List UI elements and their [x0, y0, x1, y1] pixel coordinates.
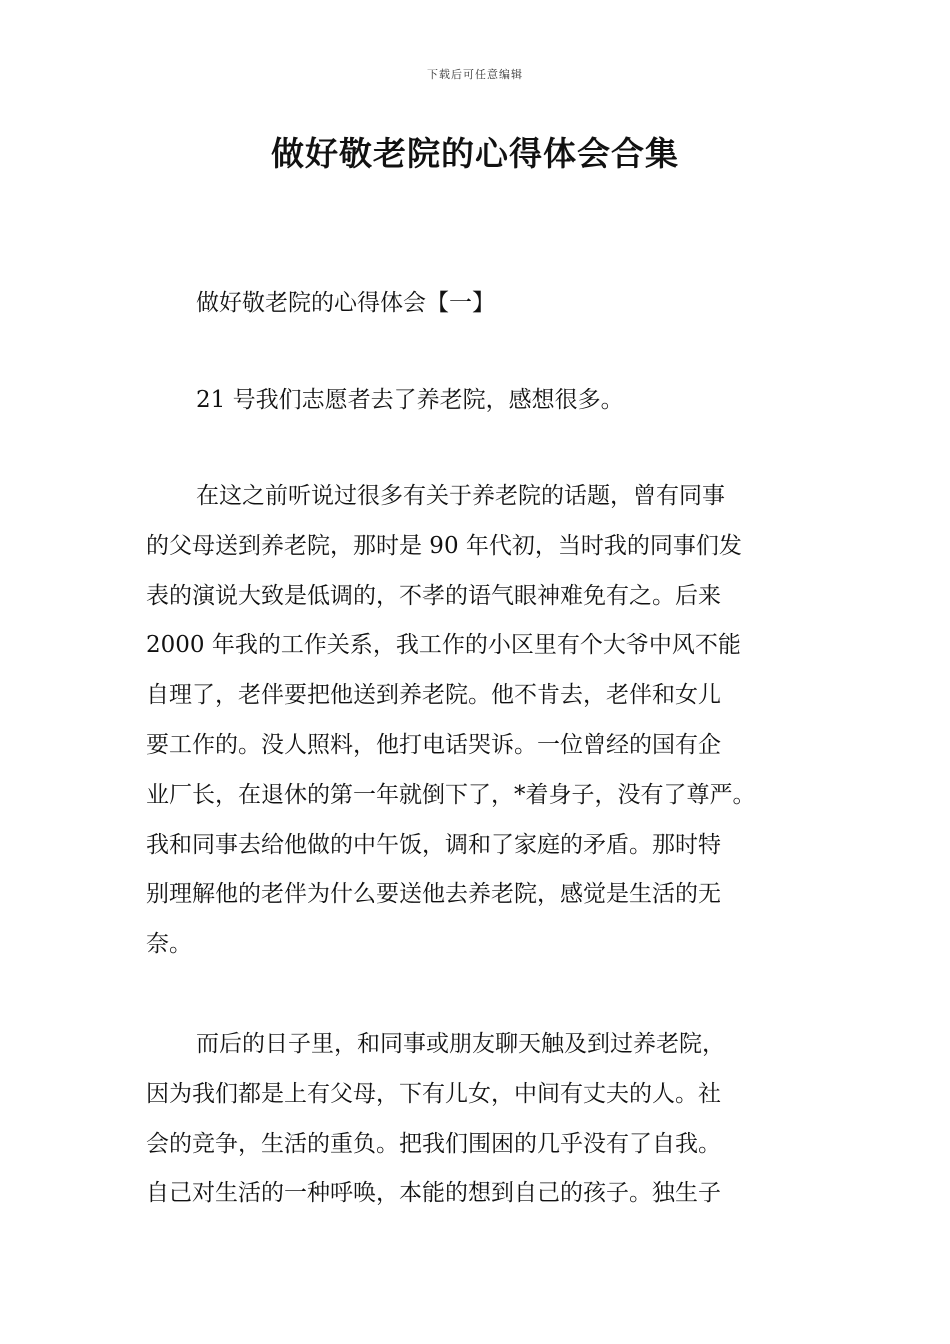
text-line: 2000 年我的工作关系，我工作的小区里有个大爷中风不能	[146, 632, 741, 659]
paragraph-3	[146, 1020, 826, 1219]
text-line: 会的竞争，生活的重负。把我们围困的几乎没有了自我。	[146, 1130, 721, 1157]
text-line: 业厂长，在退休的第一年就倒下了，*着身子，没有了尊严。	[146, 781, 756, 808]
text-line: 的父母送到养老院，那时是 90 年代初，当时我的同事们发	[146, 532, 742, 559]
paragraph-2	[146, 472, 826, 970]
text-line: 而后的日子里，和同事或朋友聊天触及到过养老院，	[196, 1031, 725, 1057]
text-line: 在这之前听说过很多有关于养老院的话题，曾有同事	[196, 483, 725, 509]
text-line: 奈。	[146, 931, 192, 958]
header-note: 下载后可任意编辑	[427, 68, 523, 81]
paragraph-1	[146, 376, 826, 426]
text-line: 要工作的。没人照料，他打电话哭诉。一位曾经的国有企	[146, 731, 721, 758]
text-line: 21 号我们志愿者去了养老院，感想很多。	[196, 387, 624, 413]
text-line: 自理了，老伴要把他送到养老院。他不肯去，老伴和女儿	[146, 682, 721, 709]
text-line: 因为我们都是上有父母，下有儿女，中间有丈夫的人。社	[146, 1080, 721, 1107]
text-line: 别理解他的老伴为什么要送他去养老院，感觉是生活的无	[146, 881, 721, 908]
document-title: 做好敬老院的心得体会合集	[271, 134, 679, 173]
text-line: 自己对生活的一种呼唤，本能的想到自己的孩子。独生子	[146, 1180, 721, 1207]
text-line: 我和同事去给他做的中午饭，调和了家庭的矛盾。那时特	[146, 831, 721, 858]
text-line: 表的演说大致是低调的，不孝的语气眼神难免有之。后来	[146, 582, 721, 609]
section-heading: 做好敬老院的心得体会【一】	[196, 290, 495, 316]
